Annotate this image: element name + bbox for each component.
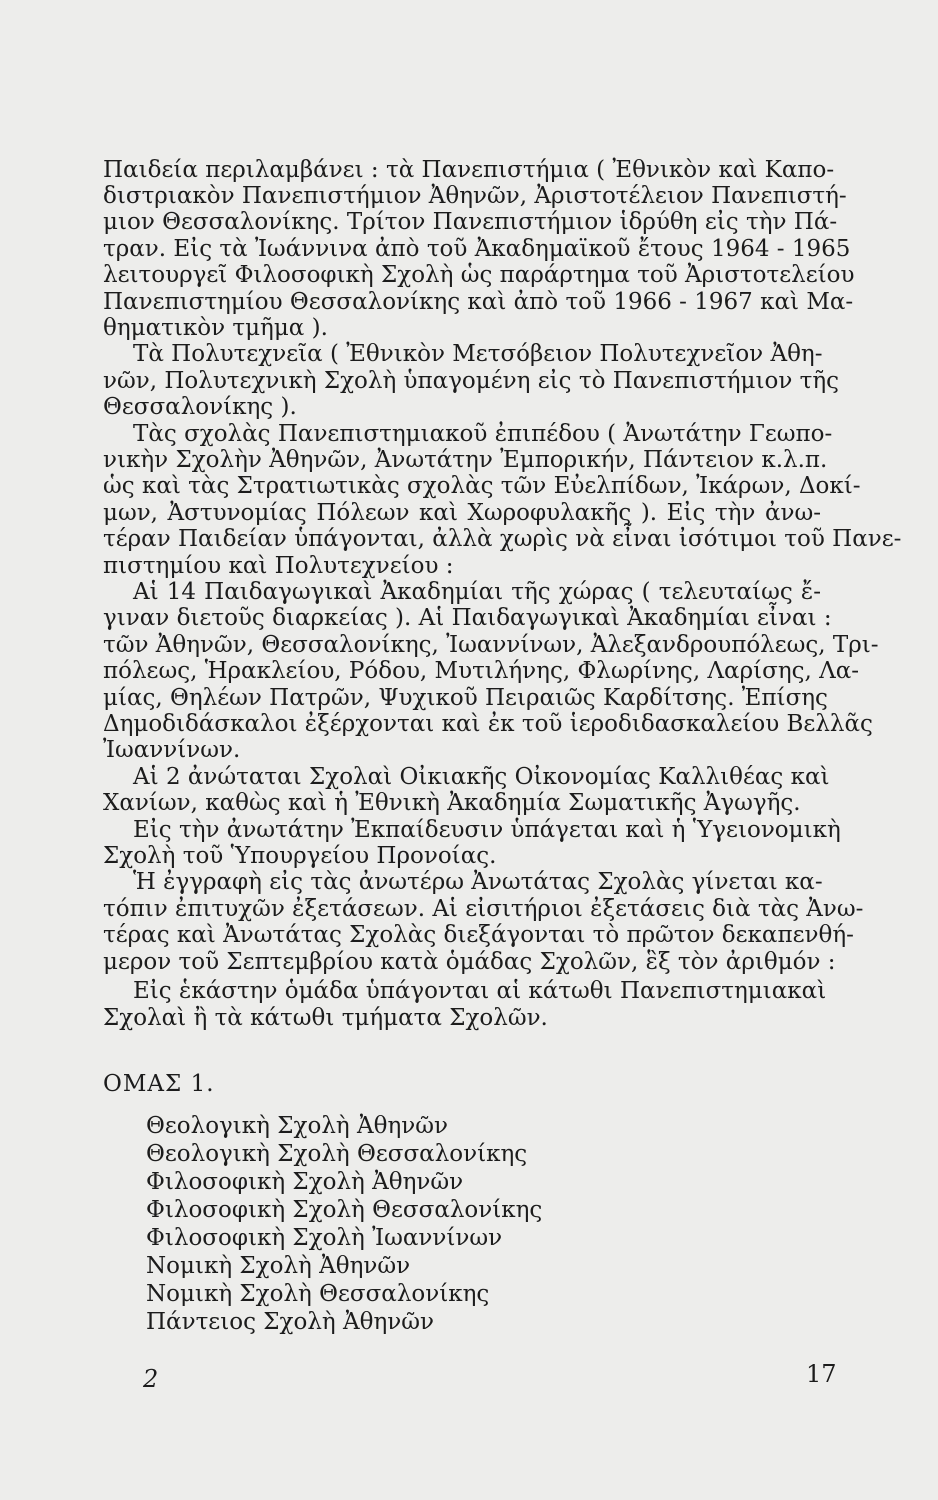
body-line: μιον Θεσσαλονίκης. Τρίτον Πανεπιστήμιον ἱδρύθη εἰς τὴν Πά-	[103, 209, 838, 235]
group-item: Θεολογικὴ Σχολὴ Ἀθηνῶν	[146, 1113, 448, 1139]
body-line: πόλεως, Ἡρακλείου, Ρόδου, Μυτιλήνης, Φλωρίνης, Λαρίσης, Λα-	[103, 658, 860, 684]
group-item: Νομικὴ Σχολὴ Θεσσαλονίκης	[146, 1281, 490, 1307]
body-line: νῶν, Πολυτεχνικὴ Σχολὴ ὑπαγομένη εἰς τὸ Πανεπιστήμιον τῆς	[103, 368, 840, 394]
body-line: Σχολαὶ ἢ τὰ κάτωθι τμήματα Σχολῶν.	[103, 1005, 548, 1031]
group-item: Πάντειος Σχολὴ Ἀθηνῶν	[146, 1309, 434, 1335]
body-line: διστριακὸν Πανεπιστήμιον Ἀθηνῶν, Ἀριστοτέλειον Πανεπιστή-	[103, 183, 847, 209]
body-line: μίας, Θηλέων Πατρῶν, Ψυχικοῦ Πειραιῶς Καρδίτσης. Ἐπίσης	[103, 685, 828, 711]
body-line: Σχολὴ τοῦ Ὑπουργείου Προνοίας.	[103, 843, 497, 869]
body-line: μων, Ἀστυνομίας Πόλεων καὶ Χωροφυλακῆς ). Εἰς τὴν ἀνω-	[103, 500, 821, 526]
body-line: τέραν Παιδείαν ὑπάγονται, ἀλλὰ χωρὶς νὰ εἶναι ἰσότιμοι τοῦ Πανε-	[103, 526, 902, 552]
body-line: Αἱ 2 ἀνώταται Σχολαὶ Οἰκιακῆς Οἰκονομίας Καλλιθέας καὶ	[133, 764, 830, 790]
group-item: Φιλοσοφικὴ Σχολὴ Ἰωαννίνων	[146, 1225, 503, 1251]
body-line: Παιδεία περιλαμβάνει : τὰ Πανεπιστήμια ( Ἐθνικὸν καὶ Καπο-	[103, 157, 835, 183]
group-item: Νομικὴ Σχολὴ Ἀθηνῶν	[146, 1253, 411, 1279]
body-line: Δημοδιδάσκαλοι ἐξέρχονται καὶ ἐκ τοῦ ἱεροδιδασκαλείου Βελλᾶς	[103, 711, 873, 737]
body-line: τῶν Ἀθηνῶν, Θεσσαλονίκης, Ἰωαννίνων, Ἀλεξανδρουπόλεως, Τρι-	[103, 632, 879, 658]
body-line: Ἡ ἐγγραφὴ εἰς τὰς ἀνωτέρω Ἀνωτάτας Σχολὰς γίνεται κα-	[133, 869, 823, 895]
body-line: τόπιν ἐπιτυχῶν ἐξετάσεων. Αἱ εἰσιτήριοι ἐξετάσεις διὰ τὰς Ἀνω-	[103, 896, 864, 922]
body-line: τραν. Εἰς τὰ Ἰωάννινα ἀπὸ τοῦ Ἀκαδημαϊκοῦ ἔτους 1964 - 1965	[103, 236, 851, 262]
body-line: Εἰς τὴν ἀνωτάτην Ἐκπαίδευσιν ὑπάγεται καὶ ἡ Ὑγειονομικὴ	[133, 817, 841, 843]
body-line: λειτουργεῖ Φιλοσοφικὴ Σχολὴ ὡς παράρτημα τοῦ Ἀριστοτελείου	[103, 262, 855, 288]
signature-mark: 2	[143, 1365, 159, 1393]
body-line: Χανίων, καθὼς καὶ ἡ Ἐθνικὴ Ἀκαδημία Σωματικῆς Ἀγωγῆς.	[103, 790, 801, 816]
page-number: 17	[806, 1360, 837, 1388]
body-line: Τὰς σχολὰς Πανεπιστημιακοῦ ἐπιπέδου ( Ἀνωτάτην Γεωπο-	[133, 421, 833, 447]
body-line: Εἰς ἑκάστην ὁμάδα ὑπάγονται αἱ κάτωθι Πανεπιστημιακαὶ	[133, 978, 827, 1004]
body-line: Ἰωαννίνων.	[103, 737, 241, 763]
group-item: Φιλοσοφικὴ Σχολὴ Θεσσαλονίκης	[146, 1197, 543, 1223]
body-line: τέρας καὶ Ἀνωτάτας Σχολὰς διεξάγονται τὸ πρῶτον δεκαπενθή-	[103, 922, 854, 948]
body-line: Τὰ Πολυτεχνεῖα ( Ἐθνικὸν Μετσόβειον Πολυτεχνεῖον Ἀθη-	[133, 341, 823, 367]
body-line: πιστημίου καὶ Πολυτεχνείου :	[103, 553, 454, 579]
body-line: νικὴν Σχολὴν Ἀθηνῶν, Ἀνωτάτην Ἐμπορικήν, Πάντειον κ.λ.π.	[103, 447, 828, 473]
group-item: Φιλοσοφικὴ Σχολὴ Ἀθηνῶν	[146, 1169, 464, 1195]
body-line: ὡς καὶ τὰς Στρατιωτικὰς σχολὰς τῶν Εὐελπίδων, Ἰκάρων, Δοκί-	[103, 473, 861, 499]
group-heading: ΟΜΑΣ 1.	[103, 1071, 215, 1097]
body-line: Αἱ 14 Παιδαγωγικαὶ Ἀκαδημίαι τῆς χώρας ( τελευταίως ἔ-	[133, 579, 821, 605]
body-line: Πανεπιστημίου Θεσσαλονίκης καὶ ἀπὸ τοῦ 1966 - 1967 καὶ Μα-	[103, 289, 854, 315]
body-line: θηματικὸν τμῆμα ).	[103, 315, 328, 341]
group-item: Θεολογικὴ Σχολὴ Θεσσαλονίκης	[146, 1141, 528, 1167]
body-line: γιναν διετοῦς διαρκείας ). Αἱ Παιδαγωγικαὶ Ἀκαδημίαι εἶναι :	[103, 605, 832, 631]
body-line: Θεσσαλονίκης ).	[103, 394, 297, 420]
body-line: μερον τοῦ Σεπτεμβρίου κατὰ ὁμάδας Σχολῶν, ἓξ τὸν ἀριθμόν :	[103, 949, 836, 975]
